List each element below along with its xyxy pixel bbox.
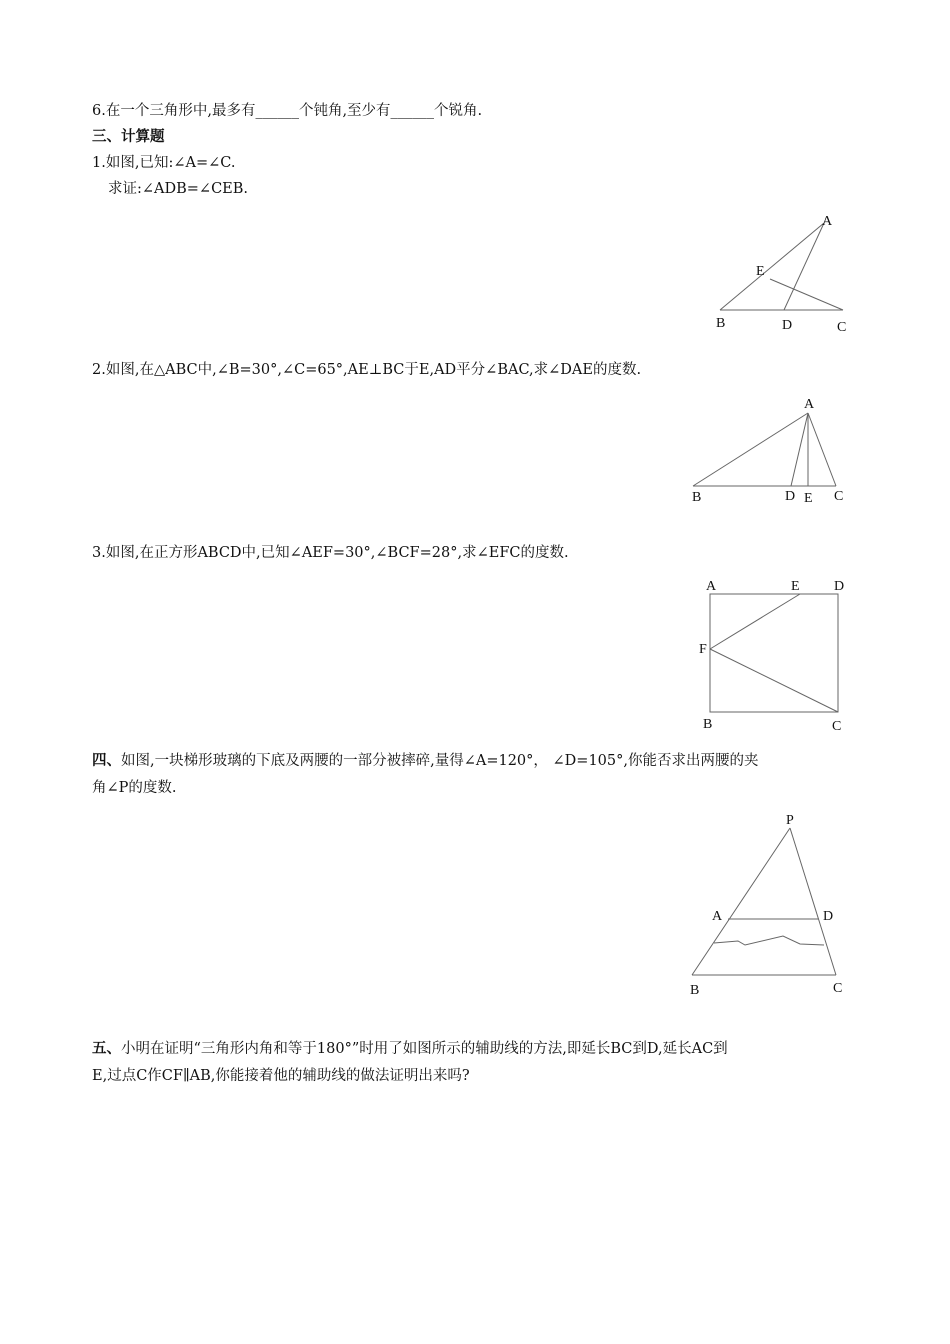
fig3-segment-fe bbox=[710, 594, 800, 649]
fig1-side-ba bbox=[720, 223, 824, 310]
fig3-square-abcd bbox=[710, 594, 838, 712]
problem-3: 3.如图,在正方形ABCD中,已知∠AEF=30°,∠BCF=28°,求∠EFC的度数. bbox=[92, 545, 569, 561]
problem-2: 2.如图,在△ABC中,∠B=30°,∠C=65°,AE⊥BC于E,AD平分∠BAC,求∠DAE的度数. bbox=[92, 362, 642, 378]
fig1-label-b: B bbox=[716, 316, 726, 331]
fig2-label-d: D bbox=[785, 489, 796, 504]
fig3-segment-fc bbox=[710, 649, 838, 712]
fig3-label-b: B bbox=[703, 717, 713, 732]
fig1-label-c: C bbox=[837, 320, 847, 335]
section-5-number: 五、 bbox=[92, 1041, 121, 1057]
fig2-label-a: A bbox=[804, 397, 815, 412]
figure-2 bbox=[686, 390, 866, 510]
question-6: 6.在一个三角形中,最多有______个钝角,至少有______个锐角. bbox=[92, 103, 483, 119]
section-4-line-1 bbox=[92, 751, 758, 771]
figure-1 bbox=[700, 205, 870, 340]
fig3-label-f: F bbox=[699, 642, 707, 657]
fig1-segment-ad bbox=[784, 223, 824, 310]
section-5-line-2: E,过点C作CF∥AB,你能接着他的辅助线的做法证明出来吗? bbox=[92, 1068, 470, 1084]
fig1-label-e: E bbox=[756, 264, 765, 279]
fig4-leg-pc bbox=[790, 828, 836, 975]
fig3-label-c: C bbox=[832, 719, 842, 734]
fig3-label-d: D bbox=[834, 579, 845, 594]
fig4-break-line bbox=[714, 936, 824, 945]
fig4-label-d: D bbox=[823, 909, 834, 924]
fig1-segment-ec bbox=[770, 279, 843, 310]
problem-1-line-2: 求证:∠ADB=∠CEB. bbox=[108, 181, 249, 197]
fig1-label-d: D bbox=[782, 318, 793, 333]
section-5-line-1 bbox=[92, 1039, 728, 1059]
figure-3 bbox=[696, 574, 856, 736]
fig2-bisector-ad bbox=[791, 413, 808, 486]
fig4-leg-pb bbox=[692, 828, 790, 975]
section-5-text: 小明在证明“三角形内角和等于180°”时用了如图所示的辅助线的方法,即延长BC到D,延长AC到 bbox=[121, 1041, 728, 1057]
fig4-label-b: B bbox=[690, 983, 700, 998]
fig2-side-ba bbox=[693, 413, 808, 486]
figure-4 bbox=[680, 808, 860, 1008]
section-3-title: 三、计算题 bbox=[92, 129, 165, 145]
fig2-side-ac bbox=[808, 413, 836, 486]
fig2-label-b: B bbox=[692, 490, 702, 505]
section-4-number: 四、 bbox=[92, 753, 121, 769]
fig2-label-c: C bbox=[834, 489, 844, 504]
fig4-label-p: P bbox=[786, 813, 794, 828]
fig4-label-a: A bbox=[712, 909, 723, 924]
section-4-text: 如图,一块梯形玻璃的下底及两腰的一部分被摔碎,量得∠A=120°， ∠D=105°,你能否求出两腰的夹 bbox=[121, 753, 759, 769]
fig3-label-e: E bbox=[791, 579, 800, 594]
fig1-label-a: A bbox=[822, 214, 833, 229]
fig3-label-a: A bbox=[706, 579, 717, 594]
problem-1-line-1: 1.如图,已知:∠A=∠C. bbox=[92, 155, 236, 171]
fig2-label-e: E bbox=[804, 491, 813, 506]
section-4-line-2: 角∠P的度数. bbox=[92, 780, 177, 796]
fig4-label-c: C bbox=[833, 981, 843, 996]
